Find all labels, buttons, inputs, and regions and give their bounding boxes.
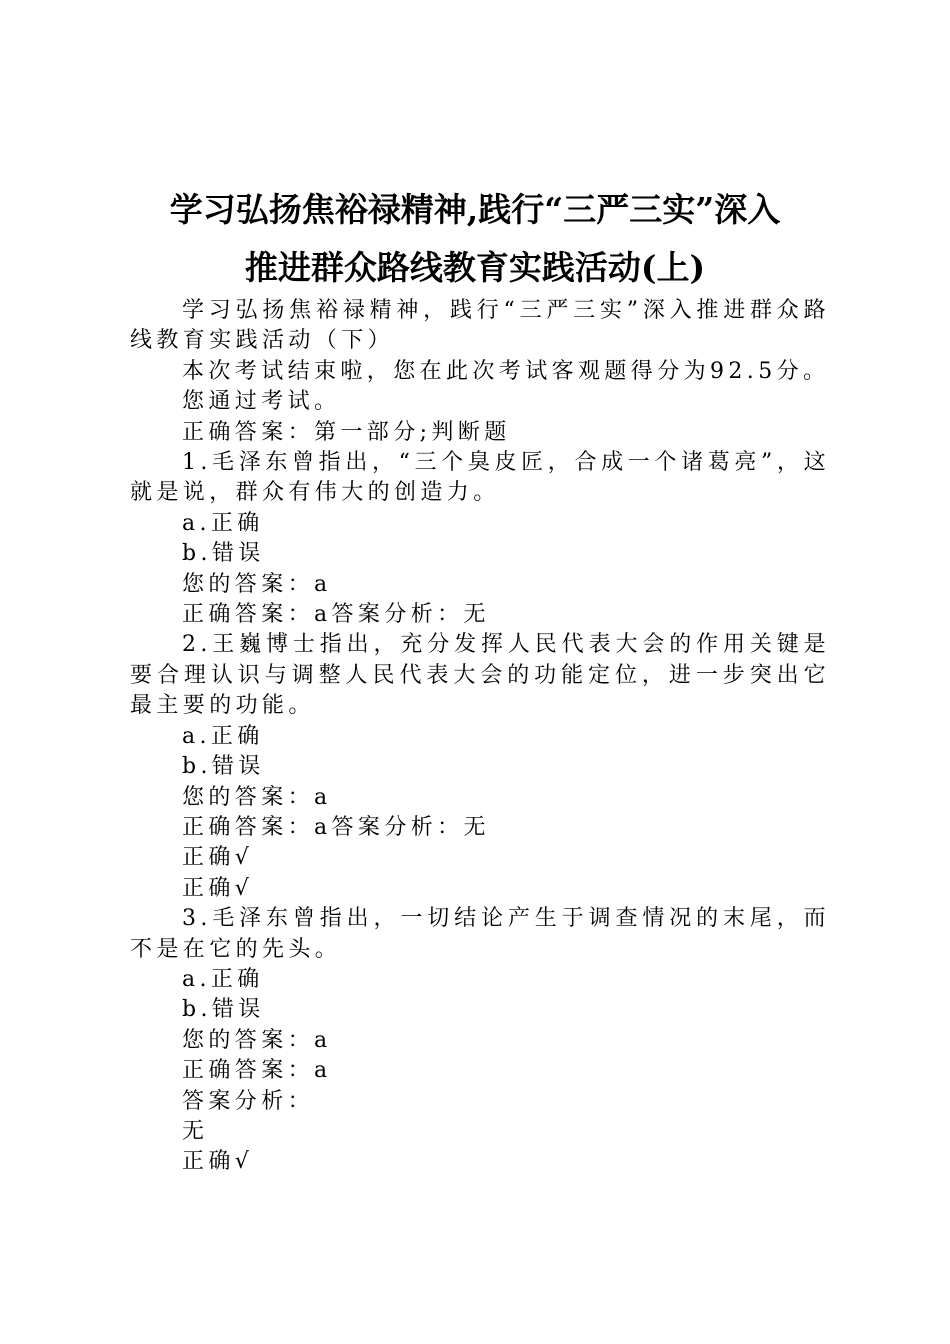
question-1-correct-answer: 正确答案：a答案分析：无 xyxy=(182,602,490,628)
document-title-line-2: 推进群众路线教育实践活动(上) xyxy=(244,248,706,287)
question-1-option-a: a.正确 xyxy=(182,510,264,536)
question-3-analysis-label: 答案分析： xyxy=(182,1088,315,1114)
question-2-your-answer: 您的答案：a xyxy=(182,784,332,810)
question-3-option-a: a.正确 xyxy=(182,966,264,992)
question-2-correct-answer: 正确答案：a答案分析：无 xyxy=(182,814,490,840)
question-3-correct-answer: 正确答案：a xyxy=(182,1058,332,1084)
paragraph-subtitle: 学习弘扬焦裕禄精神，践行“三严三实”深入推进群众路线教育实践活动（下） xyxy=(130,298,830,354)
question-2: 2.王巍博士指出，充分发挥人民代表大会的作用关键是要合理认识与调整人民代表大会的功能定位，进一步突出它最主要的功能。 xyxy=(130,632,830,719)
result-mark: 正确√ xyxy=(182,1149,254,1175)
question-3-option-b: b.错误 xyxy=(182,997,265,1023)
question-3: 3.毛泽东曾指出，一切结论产生于调查情况的末尾，而不是在它的先头。 xyxy=(130,906,830,962)
question-1-option-b: b.错误 xyxy=(182,541,265,567)
question-2-option-b: b.错误 xyxy=(182,754,265,780)
paragraph-section-heading: 正确答案：第一部分;判断题 xyxy=(182,419,511,445)
question-3-your-answer: 您的答案：a xyxy=(182,1027,332,1053)
question-1: 1.毛泽东曾指出，“三个臭皮匠，合成一个诸葛亮”，这就是说，群众有伟大的创造力。 xyxy=(130,450,830,506)
document-title-line-1: 学习弘扬焦裕禄精神,践行“三严三实”深入 xyxy=(169,190,781,229)
document-body xyxy=(130,296,830,1178)
question-2-option-a: a.正确 xyxy=(182,723,264,749)
paragraph-score: 本次考试结束啦，您在此次考试客观题得分为92.5分。 xyxy=(182,358,830,384)
result-mark: 正确√ xyxy=(182,845,254,871)
question-1-your-answer: 您的答案：a xyxy=(182,571,332,597)
result-mark: 正确√ xyxy=(182,875,254,901)
paragraph-pass: 您通过考试。 xyxy=(182,389,341,415)
question-3-analysis-text: 无 xyxy=(182,1118,209,1144)
